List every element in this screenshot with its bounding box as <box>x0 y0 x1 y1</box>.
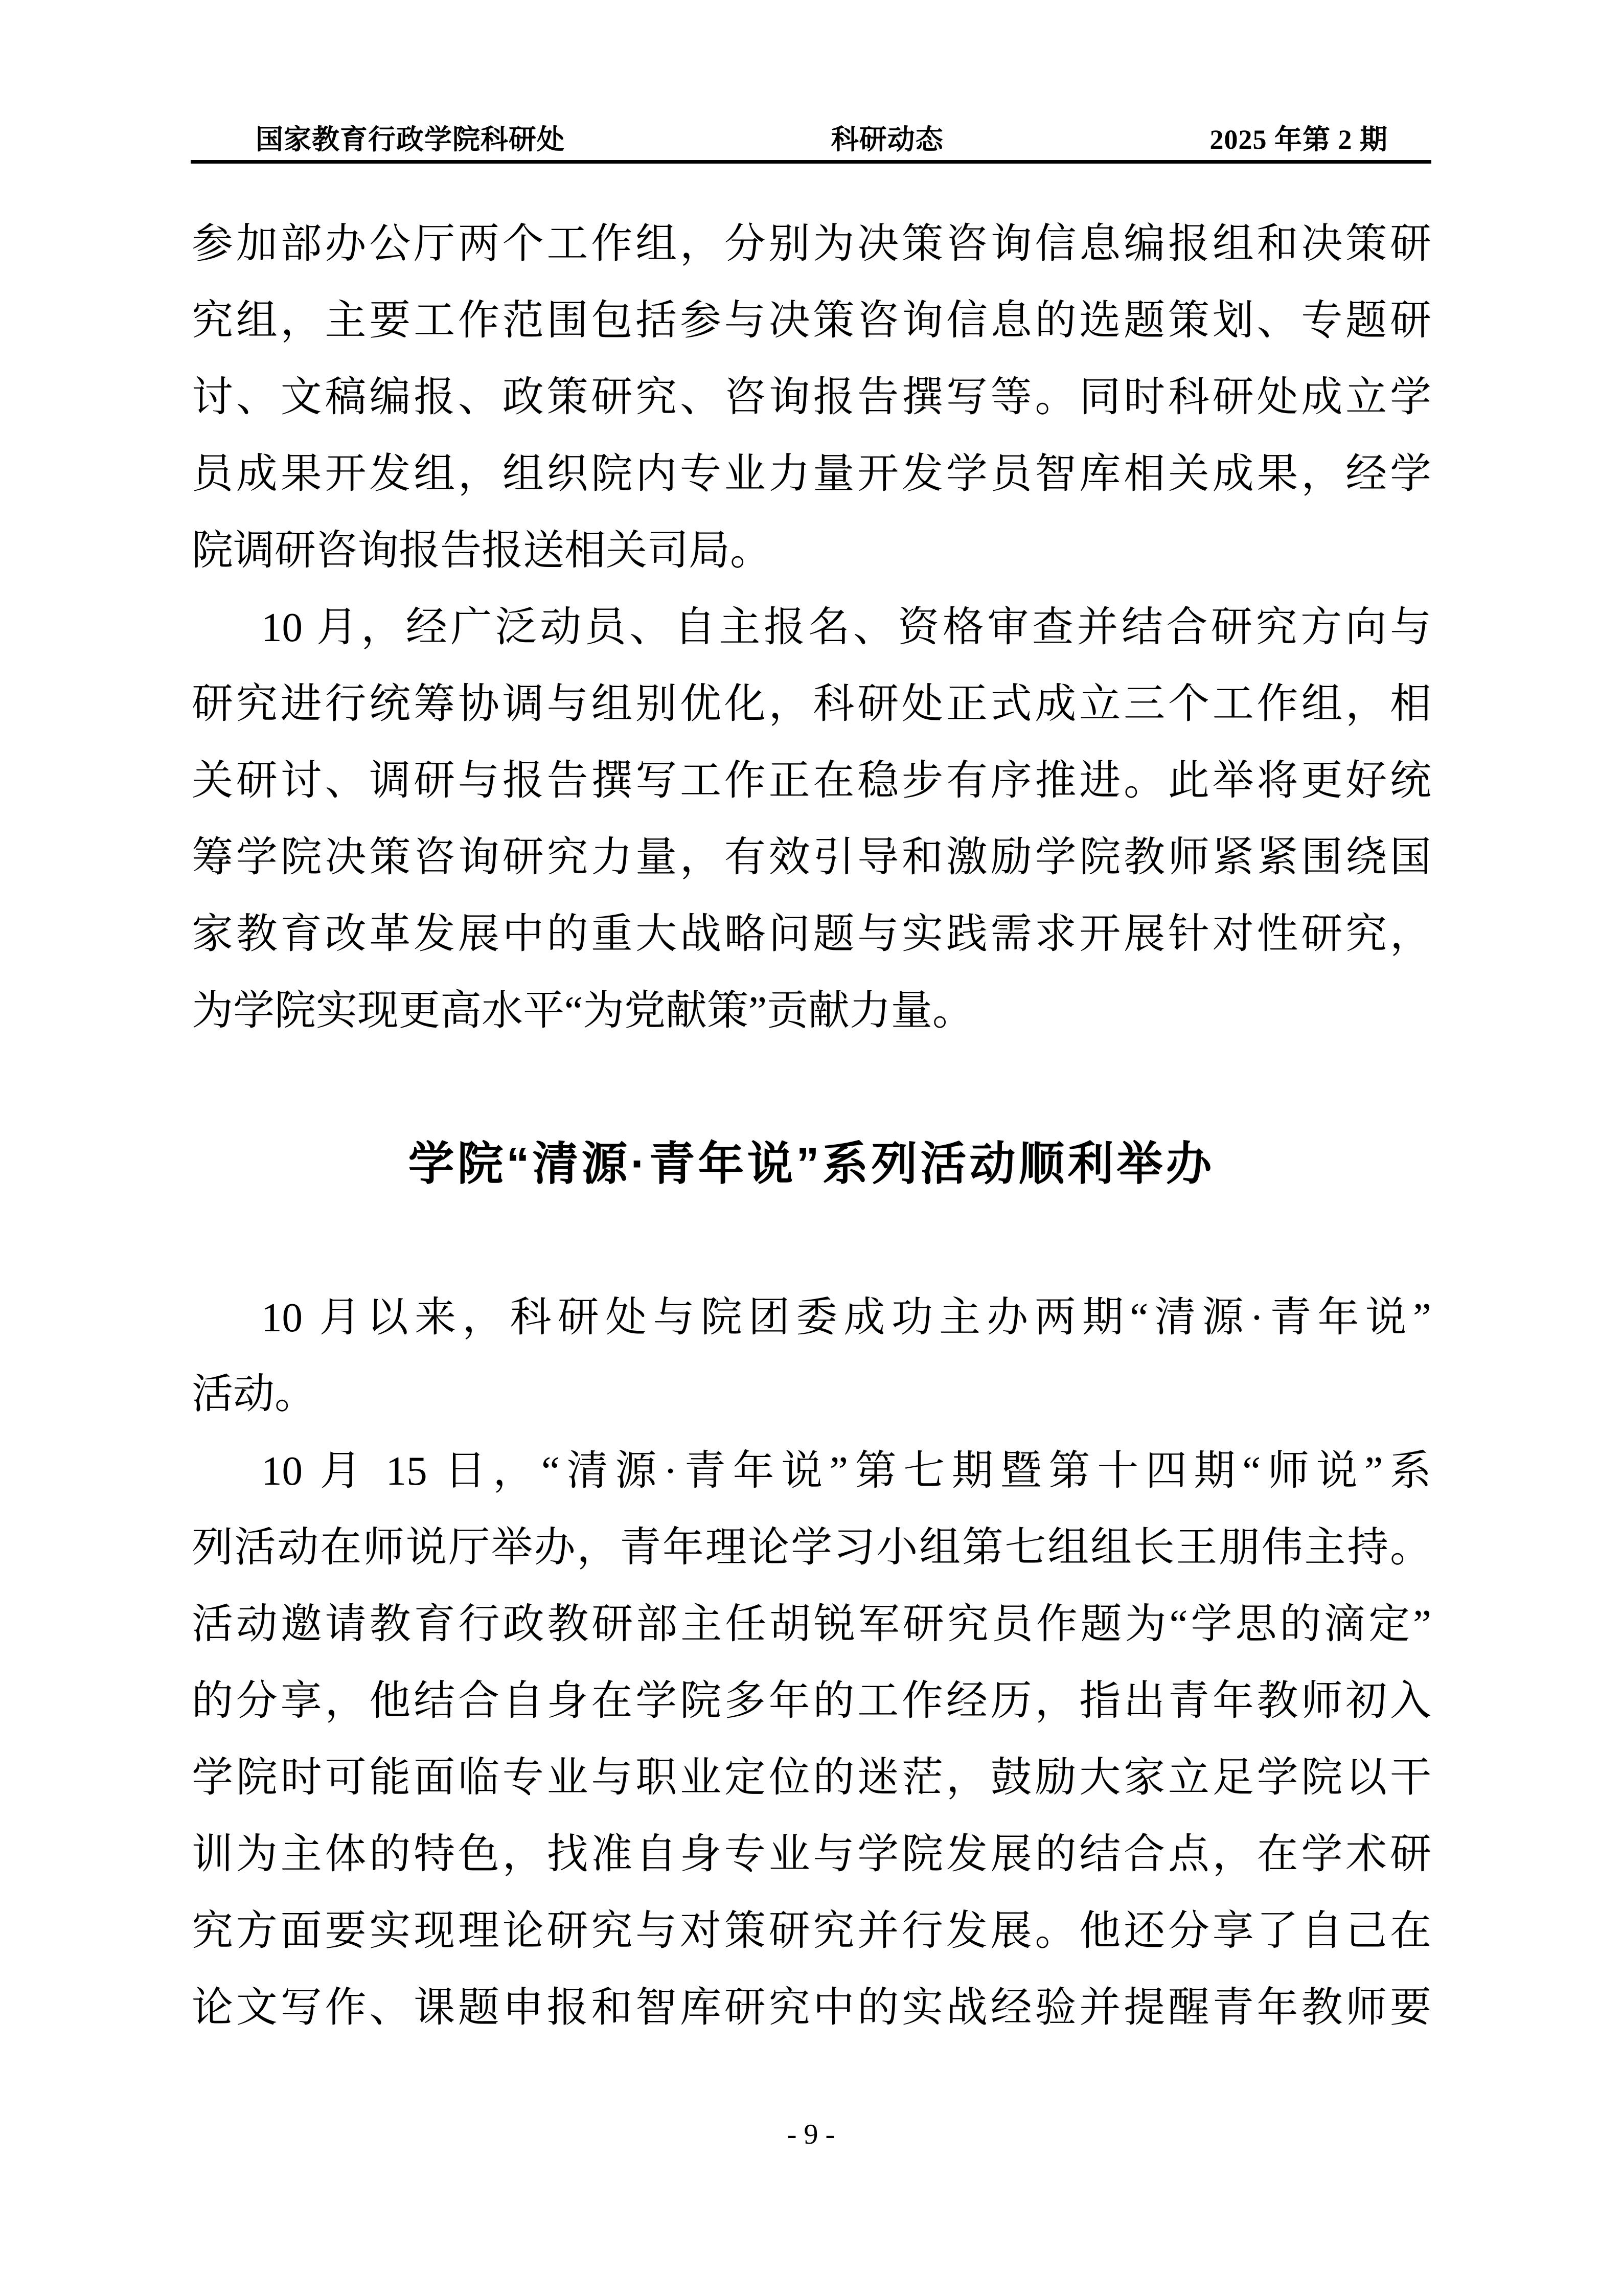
page-header <box>192 117 1431 157</box>
body-line: 究方面要实现理论研究与对策研究并行发展。他还分享了自己在 <box>192 1908 1431 1954</box>
body-line: 员成果开发组，组织院内专业力量开发学员智库相关成果，经学 <box>192 451 1431 497</box>
body-line: 10 月，经广泛动员、自主报名、资格审查并结合研究方向与 <box>261 604 1431 650</box>
body-line: 训为主体的特色，找准自身专业与学院发展的结合点，在学术研 <box>192 1831 1431 1877</box>
body-line: 院调研咨询报告报送相关司局。 <box>192 528 772 574</box>
body-line: 究组，主要工作范围包括参与决策咨询信息的选题策划、专题研 <box>192 298 1431 344</box>
body-line: 家教育改革发展中的重大战略问题与实践需求开展针对性研究， <box>192 911 1431 957</box>
body-line: 列活动在师说厅举办，青年理论学习小组第七组组长王朋伟主持。 <box>192 1525 1431 1571</box>
body-line: 10 月 15 日，“清源·青年说”第七期暨第十四期“师说”系 <box>261 1448 1431 1494</box>
body-line: 关研讨、调研与报告撰写工作正在稳步有序推进。此举将更好统 <box>192 758 1431 804</box>
section-title: 学院“清源·青年说”系列活动顺利举办 <box>408 1139 1215 1190</box>
header-issue-number: 2025 年第 2 期 <box>1209 124 1388 155</box>
body-line: 论文写作、课题申报和智库研究中的实战经验并提醒青年教师要 <box>192 1985 1431 2031</box>
body-line: 为学院实现更高水平“为党献策”贡献力量。 <box>192 988 974 1034</box>
page-footer <box>0 2096 1622 2173</box>
header-org-name: 国家教育行政学院科研处 <box>256 124 565 155</box>
body-line: 研究进行统筹协调与组别优化，科研处正式成立三个工作组，相 <box>192 681 1431 727</box>
page-number: - 9 - <box>787 2119 835 2150</box>
body-line: 讨、文稿编报、政策研究、咨询报告撰写等。同时科研处成立学 <box>192 374 1431 420</box>
body-line: 筹学院决策咨询研究力量，有效引导和激励学院教师紧紧围绕国 <box>192 834 1431 880</box>
header-divider-rule <box>191 160 1431 164</box>
body-line: 学院时可能面临专业与职业定位的迷茫，鼓励大家立足学院以干 <box>192 1755 1431 1801</box>
article-body <box>192 206 1431 2046</box>
body-line: 的分享，他结合自身在学院多年的工作经历，指出青年教师初入 <box>192 1678 1431 1724</box>
body-line: 参加部办公厅两个工作组，分别为决策咨询信息编报组和决策研 <box>192 221 1431 267</box>
body-line: 10 月以来，科研处与院团委成功主办两期“清源·青年说” <box>261 1294 1431 1340</box>
header-publication-title: 科研动态 <box>831 124 944 155</box>
body-line: 活动邀请教育行政教研部主任胡锐军研究员作题为“学思的滴定” <box>192 1601 1431 1647</box>
body-line: 活动。 <box>192 1371 316 1417</box>
